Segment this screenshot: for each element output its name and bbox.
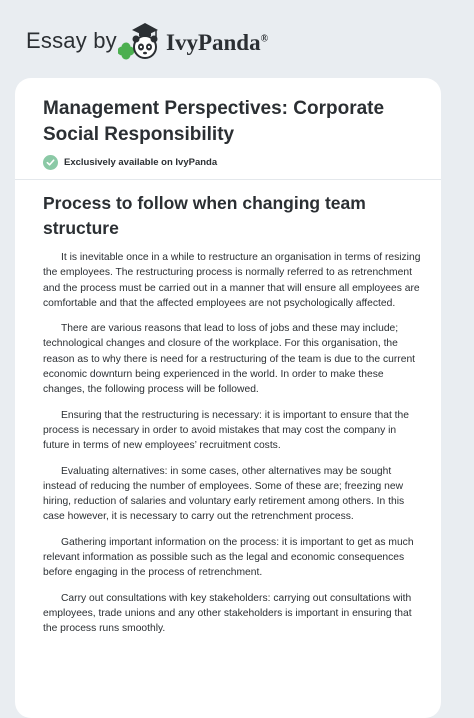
paragraph: Evaluating alternatives: in some cases, other alternatives may be sought instead of reducing the number of employees. Some of these are; freezing new hiring, reduction of salaries and voluntary early retirement among others. In this case however, it is necessary to carry out the retrenchment process. <box>43 465 405 523</box>
paragraph: There are various reasons that lead to loss of jobs and these may include; technological changes and closure of the workplace. For this organisation, the reason as to why there is need for a restructuring of the team is due to the current economic downturn being experienced in the world. In order to make these changes, the following process will be followed. <box>43 323 416 396</box>
section-heading: Process to follow when changing team structure <box>43 193 366 238</box>
document-card <box>15 78 441 718</box>
paragraph: It is inevitable once in a while to restructure an organisation in terms of resizing the employees. The restructuring process is normally referred to as retrenchment and the process must be carried out in a manner that will ensure all employees are comfortable and that the affected employees are not psychologically affected. <box>43 252 421 309</box>
paragraph: Carry out consultations with key stakeholders: carrying out consultations with employees, trade unions and any other stakeholders is important in ensuring that the process runs smoothly. <box>43 592 412 635</box>
exclusive-badge-text: Exclusively available on IvyPanda <box>64 157 218 168</box>
ivypanda-logo[interactable] <box>118 18 268 62</box>
site-header <box>0 0 474 78</box>
document-title: Management Perspectives: Corporate Social Responsibility <box>43 98 385 145</box>
exclusive-badge <box>43 155 217 170</box>
ivypanda-logo-icon <box>118 20 162 60</box>
paragraph: Ensuring that the restructuring is necessary: it is important to ensure that the process is necessary in order to avoid mistakes that may cost the company in future in terms of new employees’ recruitment costs. <box>43 409 409 452</box>
divider <box>15 179 441 180</box>
paragraph: Gathering important information on the process: it is important to get as much relevant information as possible such as the legal and economic consequences before engaging in the process of retrenchment. <box>43 536 414 579</box>
essay-by-label: Essay by <box>26 28 117 53</box>
ivypanda-wordmark: IvyPanda® <box>166 30 269 55</box>
check-badge-icon <box>43 155 58 170</box>
document-body <box>43 250 421 647</box>
